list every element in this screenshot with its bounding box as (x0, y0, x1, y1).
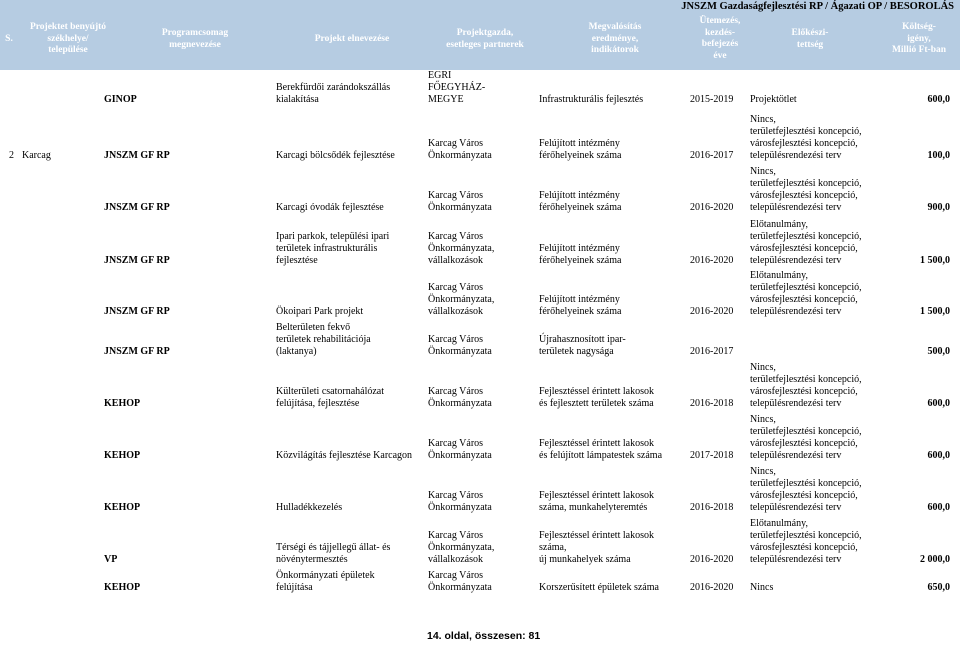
row-project-name: Ipari parkok, települési ipari területek infrastrukturális fejlesztése (276, 231, 390, 266)
row-schedule: 2016-2020 (690, 582, 734, 593)
header-result: Megvalósítás eredménye, indikátorok (588, 22, 642, 55)
row-owner: EGRI FŐEGYHÁZ- MEGYE (428, 70, 486, 105)
row-owner: Karcag Város Önkormányzata (428, 570, 492, 593)
row-number: 2 (9, 150, 14, 161)
row-schedule: 2015-2019 (690, 94, 734, 105)
row-preparedness: Projektötlet (750, 94, 797, 105)
row-result: Felújított intézmény férőhelyeinek száma (539, 138, 622, 161)
row-cost: 650,0 (927, 582, 950, 593)
row-programme: KEHOP (104, 398, 141, 409)
row-cost: 600,0 (927, 502, 950, 513)
row-schedule: 2016-2020 (690, 255, 734, 266)
page-footer: 14. oldal, összesen: 81 (427, 630, 541, 642)
row-project-name: Belterületen fekvő területek rehabilitációja (laktanya) (276, 322, 371, 357)
row-programme: VP (104, 554, 118, 565)
row-programme: JNSZM GF RP (104, 150, 170, 161)
row-programme: JNSZM GF RP (104, 346, 170, 357)
header-owner: Projektgazda, esetleges partnerek (446, 28, 524, 50)
header-schedule: Ütemezés, kezdés- befejezés éve (699, 16, 741, 61)
row-preparedness: Előtanulmány, területfejlesztési koncepció, városfejlesztési koncepció, településrendezési terv (750, 219, 862, 266)
row-owner: Karcag Város Önkormányzata (428, 190, 492, 213)
row-owner: Karcag Város Önkormányzata, vállalkozások (428, 282, 495, 317)
row-cost: 600,0 (927, 398, 950, 409)
row-preparedness: Nincs, területfejlesztési koncepció, városfejlesztési koncepció, településrendezési terv (750, 414, 862, 461)
row-project-name: Karcagi bölcsődék fejlesztése (276, 150, 395, 161)
row-cost: 500,0 (927, 346, 950, 357)
row-cost: 1 500,0 (920, 306, 950, 317)
row-cost: 600,0 (927, 94, 950, 105)
row-result: Fejlesztéssel érintett lakosok száma, munkahelyteremtés (539, 490, 654, 513)
row-programme: GINOP (104, 94, 137, 105)
row-owner: Karcag Város Önkormányzata, vállalkozások (428, 530, 495, 565)
row-schedule: 2016-2018 (690, 398, 734, 409)
row-project-name: Hulladékkezelés (276, 502, 343, 513)
row-project-name: Térségi és tájjellegű állat- és növénytermesztés (276, 542, 391, 565)
row-cost: 1 500,0 (920, 255, 950, 266)
row-owner: Karcag Város Önkormányzata (428, 334, 492, 357)
row-result: Infrastrukturális fejlesztés (539, 94, 644, 105)
document-title: JNSZM Gazdaságfejlesztési RP / Ágazati OP / BESOROLÁS (681, 1, 954, 12)
row-schedule: 2016-2017 (690, 346, 734, 357)
row-project-name: Karcagi óvodák fejlesztése (276, 202, 384, 213)
row-schedule: 2016-2017 (690, 150, 734, 161)
row-project-name: Berekfürdői zarándokszállás kialakítása (276, 82, 391, 105)
row-schedule: 2017-2018 (690, 450, 734, 461)
row-schedule: 2016-2020 (690, 554, 734, 565)
row-result: Fejlesztéssel érintett lakosok és felújított lámpatestek száma (539, 438, 663, 461)
row-result: Korszerűsített épületek száma (539, 582, 659, 593)
row-preparedness: Előtanulmány, területfejlesztési koncepció, városfejlesztési koncepció, településrendezési terv (750, 518, 862, 565)
row-result: Fejlesztéssel érintett lakosok száma, új munkahelyek száma (539, 530, 654, 565)
row-cost: 2 000,0 (920, 554, 950, 565)
header-cost: Költség- igény, Millió Ft-ban (891, 22, 947, 55)
row-schedule: 2016-2020 (690, 306, 734, 317)
header-preparedness: Előkészi- tettség (791, 28, 829, 50)
header-programme: Programcsomag megnevezése (161, 28, 229, 50)
row-programme: KEHOP (104, 502, 141, 513)
row-project-name: Külterületi csatornahálózat felújítása, fejlesztése (276, 386, 385, 409)
row-preparedness: Nincs, területfejlesztési koncepció, városfejlesztési koncepció, településrendezési terv (750, 362, 862, 409)
row-programme: JNSZM GF RP (104, 306, 170, 317)
row-result: Felújított intézmény férőhelyeinek száma (539, 294, 622, 317)
row-programme: JNSZM GF RP (104, 202, 170, 213)
row-town: Karcag (22, 150, 51, 161)
row-schedule: 2016-2018 (690, 502, 734, 513)
row-preparedness: Nincs (750, 582, 774, 593)
row-result: Felújított intézmény férőhelyeinek száma (539, 243, 622, 266)
row-preparedness: Nincs, területfejlesztési koncepció, városfejlesztési koncepció, településrendezési terv (750, 466, 862, 513)
table-header (0, 14, 960, 70)
row-programme: JNSZM GF RP (104, 255, 170, 266)
row-owner: Karcag Város Önkormányzata (428, 386, 492, 409)
row-programme: KEHOP (104, 450, 141, 461)
row-schedule: 2016-2020 (690, 202, 734, 213)
row-preparedness: Nincs, területfejlesztési koncepció, városfejlesztési koncepció, településrendezési terv (750, 114, 862, 161)
row-owner: Karcag Város Önkormányzata (428, 438, 492, 461)
row-result: Újrahasznosított ipar- területek nagysága (539, 334, 626, 357)
row-project-name: Közvilágítás fejlesztése Karcagon (276, 450, 413, 461)
row-owner: Karcag Város Önkormányzata (428, 490, 492, 513)
row-result: Felújított intézmény férőhelyeinek száma (539, 190, 622, 213)
row-preparedness: Előtanulmány, területfejlesztési koncepció, városfejlesztési koncepció, településrendezési terv (750, 270, 862, 317)
row-programme: KEHOP (104, 582, 141, 593)
row-result: Fejlesztéssel érintett lakosok és fejlesztett területek száma (539, 386, 654, 409)
header-town: Projektet benyújtó székhelye/ települése (29, 22, 107, 55)
top-banner (0, 0, 960, 14)
row-owner: Karcag Város Önkormányzata, vállalkozások (428, 231, 495, 266)
row-owner: Karcag Város Önkormányzata (428, 138, 492, 161)
header-project-name: Projekt elnevezése (314, 34, 390, 44)
row-cost: 600,0 (927, 450, 950, 461)
row-cost: 900,0 (927, 202, 950, 213)
header-s: S. (5, 34, 13, 44)
row-project-name: Ökoipari Park projekt (276, 306, 364, 317)
row-project-name: Önkormányzati épületek felújítása (276, 570, 375, 593)
row-cost: 100,0 (927, 150, 950, 161)
row-preparedness: Nincs, területfejlesztési koncepció, városfejlesztési koncepció, településrendezési terv (750, 166, 862, 213)
